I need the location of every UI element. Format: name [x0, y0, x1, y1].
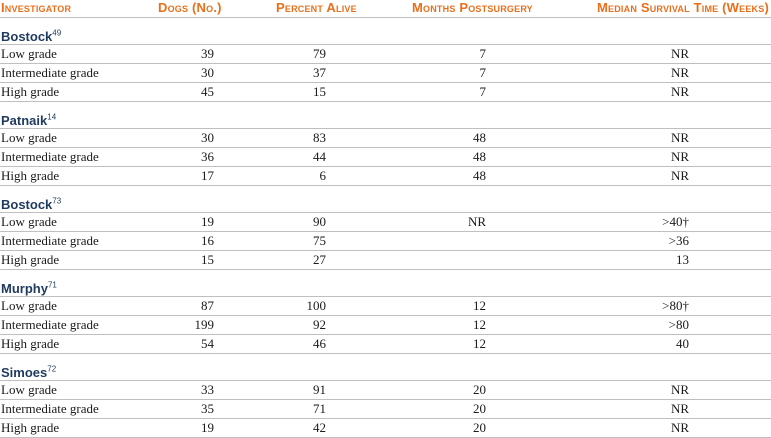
group-row — [0, 270, 771, 297]
dogs-cell: 19 — [142, 213, 262, 232]
table-row — [0, 400, 771, 419]
header-dogs: Dogs (No.) — [142, 0, 262, 18]
dogs-cell: 87 — [142, 297, 262, 316]
group-label — [0, 270, 771, 297]
grade-cell: Low grade — [0, 213, 142, 232]
investigator-name: Bostock — [1, 29, 53, 44]
grade-cell: Low grade — [0, 45, 142, 64]
percent-alive-cell: 90 — [262, 213, 402, 232]
dogs-cell: 17 — [142, 167, 262, 186]
months-cell: 48 — [402, 129, 572, 148]
table-body — [0, 18, 771, 438]
table-row — [0, 251, 771, 270]
median-cell: NR — [572, 64, 771, 83]
percent-alive-cell: 92 — [262, 316, 402, 335]
grade-cell: High grade — [0, 83, 142, 102]
header-months-postsurgery: Months Postsurgery — [402, 0, 572, 18]
median-cell: >40† — [572, 213, 771, 232]
months-cell: 12 — [402, 335, 572, 354]
dogs-cell: 30 — [142, 64, 262, 83]
median-cell: 40 — [572, 335, 771, 354]
median-cell: NR — [572, 148, 771, 167]
months-cell: 7 — [402, 64, 572, 83]
dogs-cell: 45 — [142, 83, 262, 102]
median-cell: >80 — [572, 316, 771, 335]
table-row — [0, 64, 771, 83]
group-row — [0, 354, 771, 381]
median-cell: >80† — [572, 297, 771, 316]
months-cell — [402, 232, 572, 251]
grade-cell: Low grade — [0, 297, 142, 316]
dogs-cell: 36 — [142, 148, 262, 167]
grade-cell: High grade — [0, 419, 142, 438]
table-row — [0, 335, 771, 354]
median-cell: NR — [572, 400, 771, 419]
median-cell: NR — [572, 83, 771, 102]
header-row — [0, 0, 771, 18]
months-cell: 20 — [402, 400, 572, 419]
grade-cell: Intermediate grade — [0, 400, 142, 419]
group-row — [0, 18, 771, 45]
months-cell: 7 — [402, 83, 572, 102]
group-label — [0, 354, 771, 381]
investigator-name: Simoes — [1, 365, 48, 380]
grade-cell: High grade — [0, 167, 142, 186]
grade-cell: Low grade — [0, 381, 142, 400]
dogs-cell: 30 — [142, 129, 262, 148]
header-percent-alive: Percent Alive — [262, 0, 402, 18]
median-cell: NR — [572, 381, 771, 400]
dogs-cell: 19 — [142, 419, 262, 438]
table-row — [0, 232, 771, 251]
months-cell: 7 — [402, 45, 572, 64]
group-row — [0, 102, 771, 129]
table-row — [0, 129, 771, 148]
grade-cell: High grade — [0, 251, 142, 270]
months-cell — [402, 251, 572, 270]
dogs-cell: 15 — [142, 251, 262, 270]
months-cell: 20 — [402, 419, 572, 438]
investigator-name: Murphy — [1, 281, 48, 296]
dogs-cell: 33 — [142, 381, 262, 400]
table-row — [0, 213, 771, 232]
months-cell: 48 — [402, 148, 572, 167]
median-cell: 13 — [572, 251, 771, 270]
table-row — [0, 148, 771, 167]
months-cell: 48 — [402, 167, 572, 186]
table-row — [0, 45, 771, 64]
investigator-name: Bostock — [1, 197, 53, 212]
months-cell: 20 — [402, 381, 572, 400]
percent-alive-cell: 42 — [262, 419, 402, 438]
reference-number: 73 — [52, 196, 62, 206]
table-row — [0, 167, 771, 186]
table-row — [0, 381, 771, 400]
percent-alive-cell: 75 — [262, 232, 402, 251]
percent-alive-cell: 91 — [262, 381, 402, 400]
table-row — [0, 316, 771, 335]
percent-alive-cell: 100 — [262, 297, 402, 316]
group-row — [0, 186, 771, 213]
header-median-survival: Median Survival Time (Weeks) — [572, 0, 771, 18]
dogs-cell: 199 — [142, 316, 262, 335]
reference-number: 14 — [47, 112, 57, 122]
investigator-name: Patnaik — [1, 113, 48, 128]
percent-alive-cell: 6 — [262, 167, 402, 186]
table-row — [0, 419, 771, 438]
grade-cell: Low grade — [0, 129, 142, 148]
percent-alive-cell: 37 — [262, 64, 402, 83]
months-cell: 12 — [402, 297, 572, 316]
table-row — [0, 297, 771, 316]
grade-cell: Intermediate grade — [0, 316, 142, 335]
percent-alive-cell: 27 — [262, 251, 402, 270]
months-cell: NR — [402, 213, 572, 232]
percent-alive-cell: 15 — [262, 83, 402, 102]
median-cell: NR — [572, 167, 771, 186]
group-label — [0, 186, 771, 213]
percent-alive-cell: 46 — [262, 335, 402, 354]
median-cell: NR — [572, 45, 771, 64]
percent-alive-cell: 83 — [262, 129, 402, 148]
reference-number: 72 — [47, 364, 57, 374]
dogs-cell: 16 — [142, 232, 262, 251]
reference-number: 49 — [52, 28, 62, 38]
reference-number: 71 — [47, 280, 57, 290]
group-label — [0, 18, 771, 45]
dogs-cell: 54 — [142, 335, 262, 354]
dogs-cell: 39 — [142, 45, 262, 64]
dogs-cell: 35 — [142, 400, 262, 419]
percent-alive-cell: 44 — [262, 148, 402, 167]
grade-cell: Intermediate grade — [0, 64, 142, 83]
table-row — [0, 83, 771, 102]
group-label — [0, 102, 771, 129]
months-cell: 12 — [402, 316, 572, 335]
median-cell: NR — [572, 419, 771, 438]
median-cell: NR — [572, 129, 771, 148]
grade-cell: High grade — [0, 335, 142, 354]
percent-alive-cell: 79 — [262, 45, 402, 64]
median-cell: >36 — [572, 232, 771, 251]
percent-alive-cell: 71 — [262, 400, 402, 419]
header-investigator: Investigator — [0, 0, 142, 18]
grade-cell: Intermediate grade — [0, 232, 142, 251]
grade-cell: Intermediate grade — [0, 148, 142, 167]
